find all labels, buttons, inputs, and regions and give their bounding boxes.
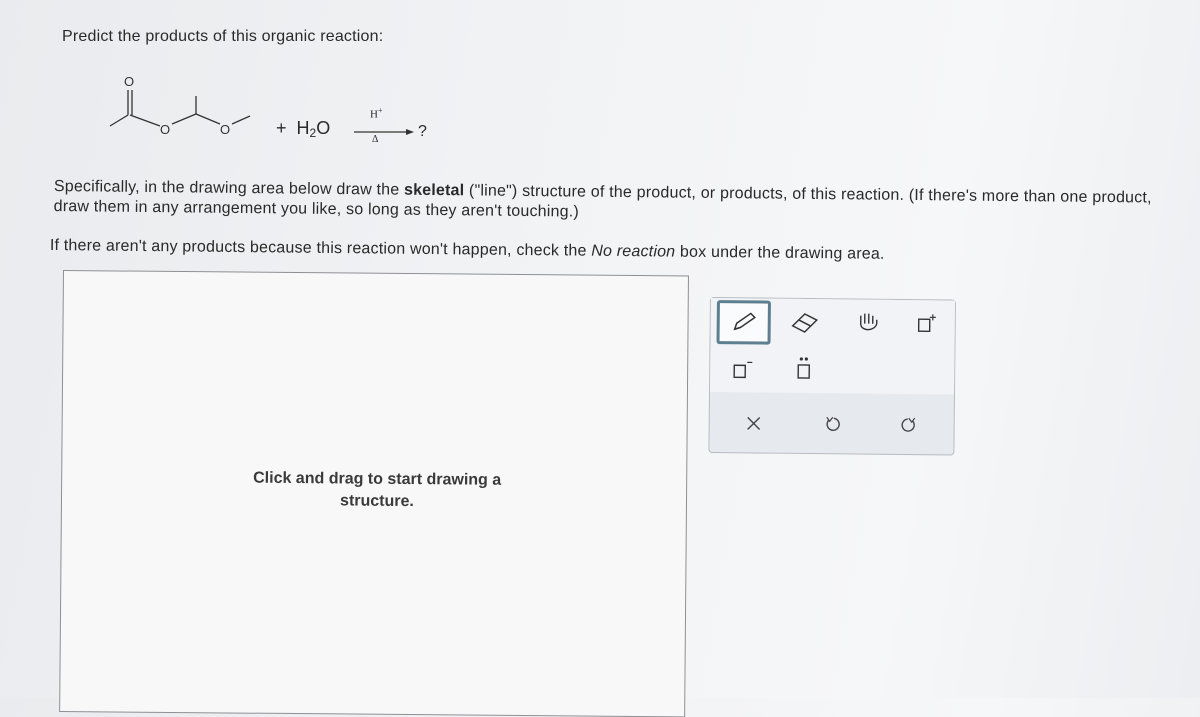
- pencil-tool-button[interactable]: [717, 300, 771, 345]
- water-o: O: [316, 118, 331, 138]
- hand-tool-button[interactable]: [849, 305, 889, 339]
- drawing-toolbar: [708, 297, 956, 456]
- water-h: H: [296, 118, 310, 138]
- water-reagent: [276, 118, 330, 140]
- instructions-paragraph-1: Specifically, in the drawing area below draw the skeletal ("line") structure of the product, or products, of this reaction. (If there's more than one product, draw them in any arrangement you like, so long as they aren't touching.): [53, 177, 1152, 221]
- eraser-tool-button[interactable]: [785, 305, 825, 339]
- redo-icon: [898, 415, 918, 435]
- product-placeholder: ?: [418, 123, 427, 140]
- hand-icon: [855, 310, 883, 336]
- plus-sign: +: [276, 118, 287, 138]
- ether-oxygen-label-1: O: [160, 122, 171, 137]
- heat-symbol: Δ: [372, 134, 379, 145]
- reaction-scheme: [100, 68, 440, 158]
- instructions-paragraph-2: If there aren't any products because this reaction won't happen, check the No reaction box under the drawing area.: [49, 236, 885, 263]
- reaction-arrow: [354, 127, 414, 137]
- pencil-icon: [729, 309, 759, 335]
- lone-pair-icon: [790, 353, 818, 383]
- undo-button[interactable]: [813, 407, 853, 441]
- water-subscript: 2: [309, 126, 317, 140]
- redo-button[interactable]: [887, 408, 927, 442]
- reactant-structure: [100, 68, 300, 148]
- template-add-button[interactable]: [907, 306, 947, 340]
- clear-button[interactable]: [734, 406, 774, 440]
- negative-charge-button[interactable]: [722, 352, 762, 386]
- lone-pair-button[interactable]: [784, 351, 824, 385]
- catalyst-label: H+: [370, 106, 383, 121]
- undo-icon: [824, 414, 844, 434]
- canvas-hint: Click and drag to start drawing a structure.: [253, 469, 502, 511]
- carbonyl-oxygen-label: O: [124, 74, 135, 89]
- eraser-icon: [789, 310, 821, 334]
- drawing-canvas[interactable]: [59, 270, 689, 717]
- template-add-icon: [913, 310, 941, 336]
- clear-icon: [744, 413, 764, 433]
- ether-oxygen-label-2: O: [220, 122, 231, 137]
- charge-minus-icon: [728, 356, 756, 382]
- question-prompt: Predict the products of this organic reaction:: [62, 28, 384, 45]
